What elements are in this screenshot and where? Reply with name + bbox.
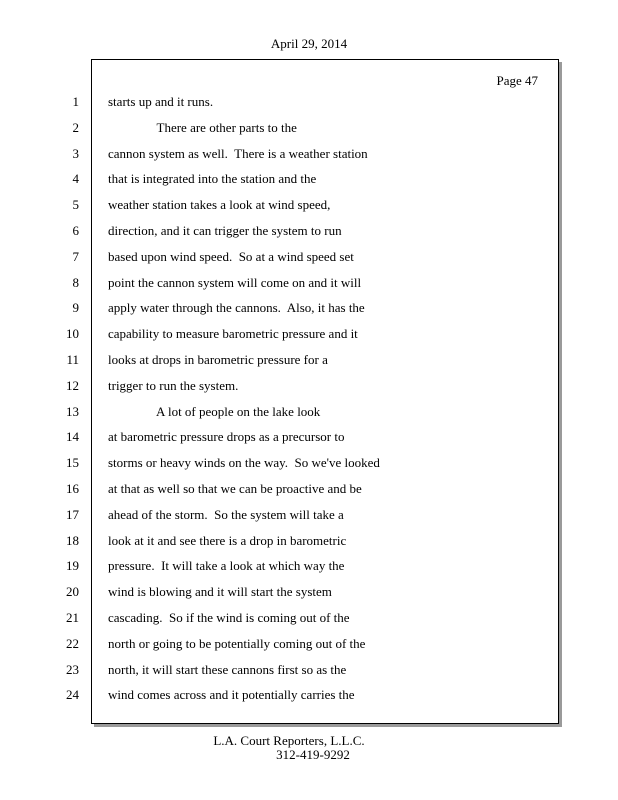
line-number: 5 bbox=[72, 197, 79, 212]
line-number: 13 bbox=[66, 404, 79, 419]
line-number: 17 bbox=[66, 507, 79, 522]
line-number: 4 bbox=[72, 171, 79, 186]
line-number: 24 bbox=[66, 687, 79, 702]
line-text: apply water through the cannons. Also, it has the bbox=[108, 300, 365, 315]
footer-phone: 312-419-9292 bbox=[276, 747, 350, 762]
line-number: 16 bbox=[66, 481, 79, 496]
line-number: 7 bbox=[72, 249, 79, 264]
line-number: 19 bbox=[66, 558, 79, 573]
line-number: 2 bbox=[72, 120, 79, 135]
line-text: weather station takes a look at wind speed, bbox=[108, 197, 331, 212]
line-number: 18 bbox=[66, 533, 79, 548]
line-text: wind comes across and it potentially carries the bbox=[108, 687, 355, 702]
line-number: 1 bbox=[72, 94, 79, 109]
header-date: April 29, 2014 bbox=[270, 36, 348, 51]
line-text: look at it and see there is a drop in barometric bbox=[108, 533, 347, 548]
line-text: A lot of people on the lake look bbox=[108, 404, 321, 419]
line-number: 15 bbox=[66, 455, 79, 470]
line-number: 11 bbox=[66, 352, 79, 367]
line-text: trigger to run the system. bbox=[108, 378, 239, 393]
line-text: north or going to be potentially coming out of the bbox=[108, 636, 366, 651]
line-text: storms or heavy winds on the way. So we've looked bbox=[108, 455, 380, 470]
line-number: 21 bbox=[66, 610, 79, 625]
line-number: 8 bbox=[72, 275, 79, 290]
line-number: 14 bbox=[66, 429, 79, 444]
footer-company: L.A. Court Reporters, L.L.C. bbox=[213, 733, 365, 748]
line-text: cascading. So if the wind is coming out of the bbox=[108, 610, 350, 625]
line-text: capability to measure barometric pressure and it bbox=[108, 326, 358, 341]
line-text: looks at drops in barometric pressure for a bbox=[108, 352, 328, 367]
line-text: at that as well so that we can be proactive and be bbox=[108, 481, 362, 496]
line-text: at barometric pressure drops as a precursor to bbox=[108, 429, 345, 444]
line-text: cannon system as well. There is a weather station bbox=[108, 146, 368, 161]
line-text: point the cannon system will come on and it will bbox=[108, 275, 362, 290]
line-text: starts up and it runs. bbox=[108, 94, 214, 109]
line-number: 9 bbox=[72, 300, 79, 315]
line-text: ahead of the storm. So the system will take a bbox=[108, 507, 344, 522]
line-number: 12 bbox=[66, 378, 79, 393]
line-number: 22 bbox=[66, 636, 79, 651]
line-number: 23 bbox=[66, 662, 79, 677]
line-text: north, it will start these cannons first so as the bbox=[108, 662, 347, 677]
line-text: pressure. It will take a look at which way the bbox=[108, 558, 345, 573]
line-number: 10 bbox=[66, 326, 79, 341]
line-number: 20 bbox=[66, 584, 79, 599]
line-text: There are other parts to the bbox=[108, 120, 297, 135]
line-text: that is integrated into the station and the bbox=[108, 171, 317, 186]
line-number: 6 bbox=[72, 223, 79, 238]
line-text: direction, and it can trigger the system to run bbox=[108, 223, 342, 238]
line-text: based upon wind speed. So at a wind speed set bbox=[108, 249, 354, 264]
line-number: 3 bbox=[72, 146, 79, 161]
page-number: Page 47 bbox=[496, 73, 538, 88]
line-text: wind is blowing and it will start the system bbox=[108, 584, 332, 599]
